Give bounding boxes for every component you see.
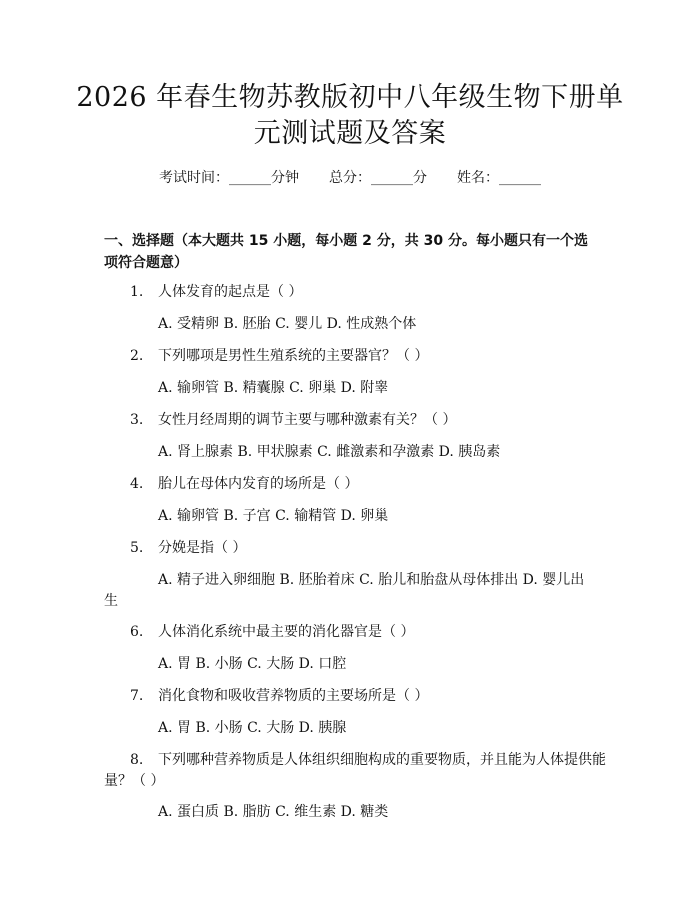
question-number: 5. — [130, 540, 144, 556]
question-2 — [130, 346, 600, 366]
question-number: 4. — [130, 476, 144, 492]
question-text: 人体发育的起点是（ ） — [158, 284, 303, 300]
question-number: 1. — [130, 284, 144, 300]
question-2-options: A. 输卵管 B. 精囊腺 C. 卵巢 D. 附睾 — [158, 380, 389, 396]
question-4 — [130, 474, 600, 494]
question-text: 下列哪项是男性生殖系统的主要器官？（ ） — [158, 348, 429, 364]
question-6-options: A. 胃 B. 小肠 C. 大肠 D. 口腔 — [158, 656, 347, 672]
question-number: 7. — [130, 688, 144, 704]
question-7 — [130, 686, 600, 706]
question-number: 2. — [130, 348, 144, 364]
question-3-options: A. 肾上腺素 B. 甲状腺素 C. 雌激素和孕激素 D. 胰岛素 — [158, 444, 501, 460]
name-field: 姓名：______ — [457, 170, 541, 186]
question-number: 3. — [130, 412, 144, 428]
question-4-options: A. 输卵管 B. 子宫 C. 输精管 D. 卵巢 — [158, 508, 389, 524]
exam-meta — [0, 168, 700, 188]
question-1-options: A. 受精卵 B. 胚胎 C. 婴儿 D. 性成熟个体 — [158, 316, 417, 332]
question-6 — [130, 622, 600, 642]
question-text: 胎儿在母体内发育的场所是（ ） — [158, 476, 359, 492]
page-title-line2: 元测试题及答案 — [253, 118, 447, 149]
question-text: 下列哪种营养物质是人体组织细胞构成的重要物质，并且能为人体提供能 — [158, 752, 606, 768]
total-score-field: 总分：______分 — [329, 170, 427, 186]
question-7-options: A. 胃 B. 小肠 C. 大肠 D. 胰腺 — [158, 720, 347, 736]
question-3 — [130, 410, 600, 430]
question-5-options-line2: 生 — [104, 593, 118, 609]
section-heading: 一、选择题（本大题共 15 小题，每小题 2 分，共 30 分。每小题只有一个选项符合题意） — [104, 233, 588, 271]
question-number: 8. — [130, 752, 144, 768]
question-8 — [130, 750, 606, 770]
question-text: 女性月经周期的调节主要与哪种激素有关？（ ） — [158, 412, 457, 428]
question-text: 消化食物和吸收营养物质的主要场所是（ ） — [158, 688, 429, 704]
page-title-line1: 2026 年春生物苏教版初中八年级生物下册单 — [76, 82, 624, 113]
question-8-options: A. 蛋白质 B. 脂肪 C. 维生素 D. 糖类 — [158, 804, 389, 820]
question-1 — [130, 282, 600, 302]
question-5-options-line1: A. 精子进入卵细胞 B. 胚胎着床 C. 胎儿和胎盘从母体排出 D. 婴儿出 — [158, 572, 585, 588]
question-number: 6. — [130, 624, 144, 640]
question-8-text-line2: 量？（ ） — [104, 773, 165, 789]
question-text: 分娩是指（ ） — [158, 540, 247, 556]
exam-time-field: 考试时间：______分钟 — [159, 170, 299, 186]
question-5 — [130, 538, 600, 558]
question-text: 人体消化系统中最主要的消化器官是（ ） — [158, 624, 415, 640]
